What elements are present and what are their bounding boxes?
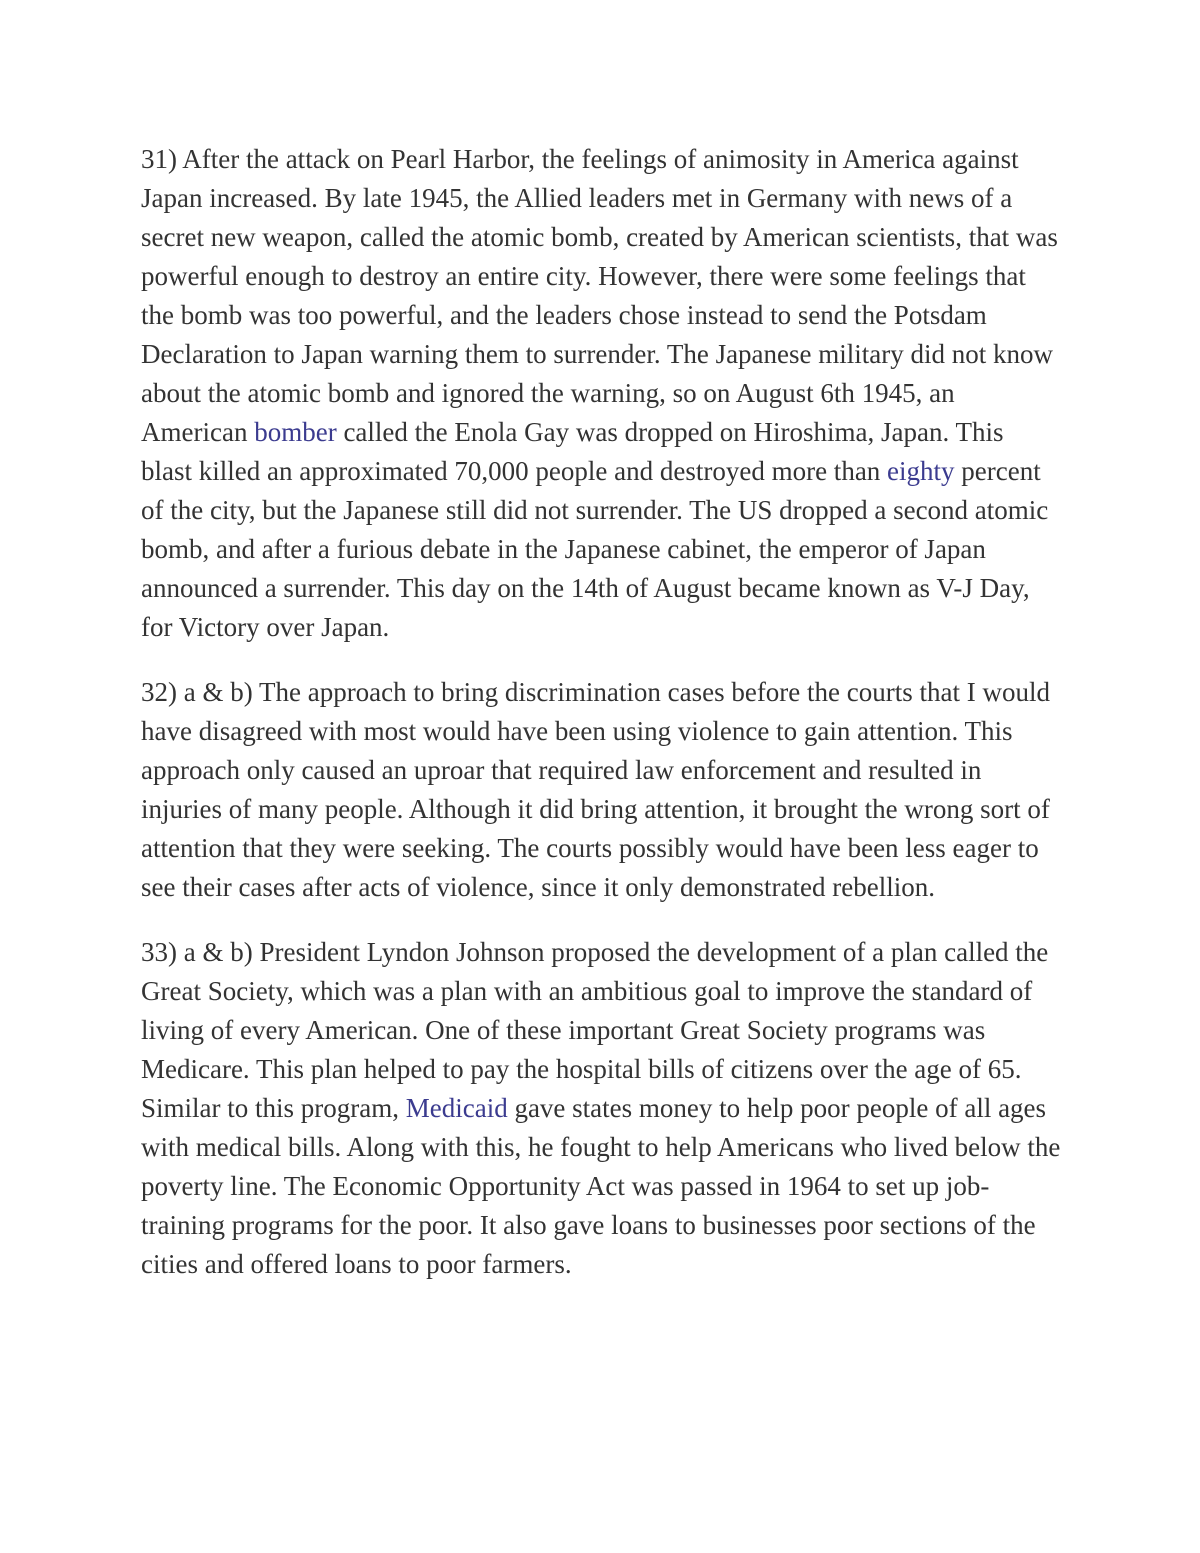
link-eighty[interactable]: eighty bbox=[887, 456, 955, 486]
paragraph-32 bbox=[141, 673, 1061, 907]
paragraph-text: percent of the city, but the Japanese still did not surrender. The US dropped a second atomic bomb, and after a furious debate in the Japanese cabinet, the emperor of Japan announced a surrender. This day on the 14th of August became known as V-J Day, for Victory over Japan. bbox=[141, 456, 1049, 642]
paragraph-text: gave states money to help poor people of all ages with medical bills. Along with this, he fought to help Americans who lived below the poverty line. The Economic Opportunity Act was passed in 1964 to set up job-training programs for the poor. It also gave loans to businesses poor sections of the cities and offered loans to poor farmers. bbox=[141, 1093, 1061, 1279]
paragraph-33 bbox=[141, 933, 1061, 1284]
paragraph-31 bbox=[141, 140, 1061, 647]
paragraph-text: 33) a & b) President Lyndon Johnson proposed the development of a plan called the Great Society, which was a plan with an ambitious goal to improve the standard of living of every American. One of these important Great Society programs was Medicare. This plan helped to pay the hospital bills of citizens over the age of 65. Similar to this program, bbox=[141, 937, 1049, 1123]
document-body bbox=[141, 140, 1061, 1310]
paragraph-text: 32) a & b) The approach to bring discrimination cases before the courts that I would have disagreed with most would have been using violence to gain attention. This approach only caused an uproar that required law enforcement and resulted in injuries of many people. Although it did bring attention, it brought the wrong sort of attention that they were seeking. The courts possibly would have been less eager to see their cases after acts of violence, since it only demonstrated rebellion. bbox=[141, 677, 1050, 902]
link-medicaid[interactable]: Medicaid bbox=[405, 1093, 508, 1123]
paragraph-text: 31) After the attack on Pearl Harbor, the feelings of animosity in America against Japan increased. By late 1945, the Allied leaders met in Germany with news of a secret new weapon, called the atomic bomb, created by American scientists, that was powerful enough to destroy an entire city. However, there were some feelings that the bomb was too powerful, and the leaders chose instead to send the Potsdam Declaration to Japan warning them to surrender. The Japanese military did not know about the atomic bomb and ignored the warning, so on August 6th 1945, an American bbox=[141, 144, 1058, 447]
link-bomber[interactable]: bomber bbox=[254, 417, 337, 447]
paragraph-text: called the Enola Gay was dropped on Hiroshima, Japan. This blast killed an approximated 70,000 people and destroyed more than bbox=[141, 417, 1004, 486]
